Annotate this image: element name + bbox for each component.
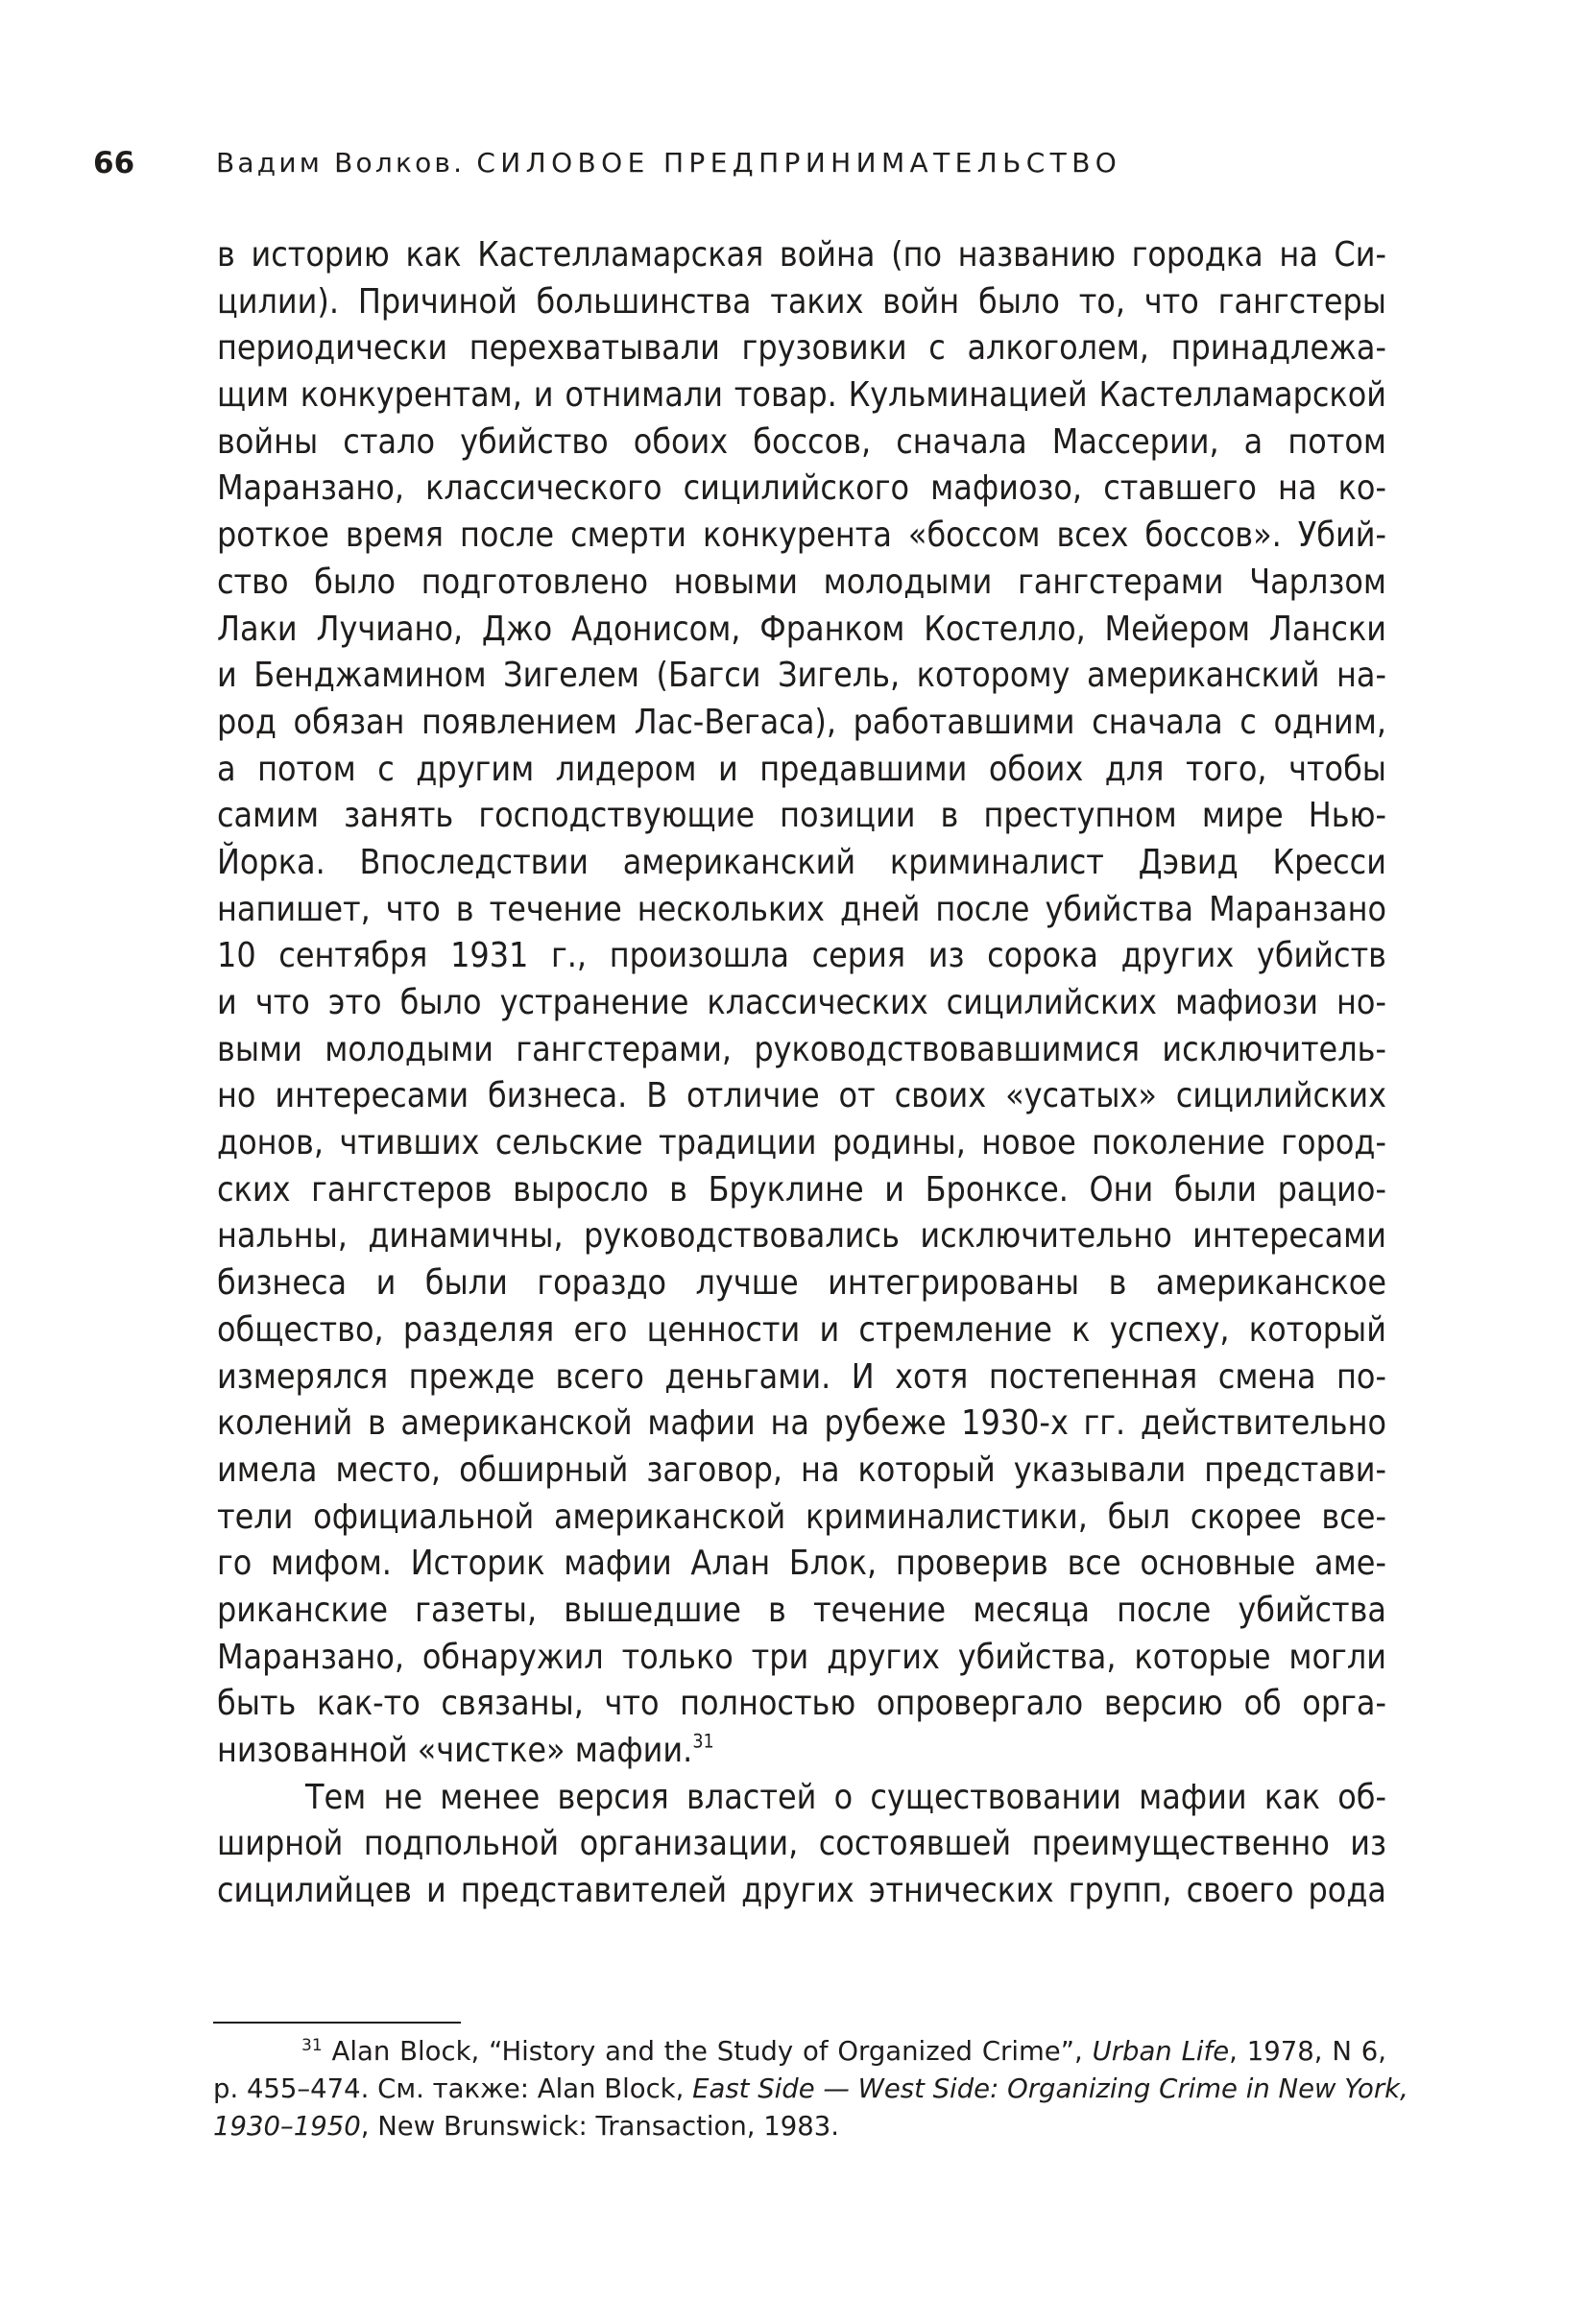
book-title-italic: East Side — West Side: Organizing Crime in New York, xyxy=(692,2073,1408,2104)
paragraph-2 xyxy=(217,1775,1386,1915)
text-line: бизнеса и были гораздо лучше интегрированы в американское xyxy=(217,1263,1386,1304)
text-line: 10 сентября 1931 г., произошла серия из сорока других убийств xyxy=(217,936,1386,976)
text-line: нальны, динамичны, руководствовались исключительно интересами xyxy=(217,1216,1386,1257)
text-line: в историю как Кастелламарская война (по названию городка на Си- xyxy=(217,235,1386,275)
text-line: щим конкурентам, и отнимали товар. Кульминацией Кастелламарской xyxy=(217,375,1386,416)
text-line: но интересами бизнеса. В отличие от своих «усатых» сицилийских xyxy=(217,1076,1386,1116)
running-header xyxy=(0,142,1588,184)
text-line: войны стало убийство обоих боссов, сначала Массерии, а потом xyxy=(217,421,1386,462)
footnote-reference[interactable]: 31 xyxy=(692,1730,714,1753)
text-line: го мифом. Историк мафии Алан Блок, проверив все основные аме- xyxy=(217,1544,1386,1584)
author-name: Вадим Волков. xyxy=(216,147,466,179)
text-line: напишет, что в течение нескольких дней после убийства Маранзано xyxy=(217,889,1386,929)
text-line: общество, разделяя его ценности и стремление к успеху, который xyxy=(217,1309,1386,1350)
text-line: ских гангстеров выросло в Бруклине и Бронксе. Они были рацио- xyxy=(217,1169,1386,1210)
book-title: СИЛОВОЕ ПРЕДПРИНИМАТЕЛЬСТВО xyxy=(476,147,1122,179)
footnote-line: 1930–1950, New Brunswick: Transaction, 1983. xyxy=(213,2111,840,2142)
text-line: ство было подготовлено новыми молодыми гангстерами Чарлзом xyxy=(217,562,1386,602)
journal-title: Urban Life xyxy=(1092,2036,1230,2067)
text-line: а потом с другим лидером и предавшими обоих для того, чтобы xyxy=(217,749,1386,789)
footnote-separator xyxy=(213,2022,461,2024)
text-line: роткое время после смерти конкурента «боссом всех боссов». Убий- xyxy=(217,515,1386,556)
text-line: донов, чтивших сельские традиции родины, новое поколение город- xyxy=(217,1123,1386,1163)
text-line: быть как-то связаны, что полностью опровергало версию об орга- xyxy=(217,1684,1386,1724)
text-line: Лаки Лучиано, Джо Адонисом, Франком Костелло, Мейером Лански xyxy=(217,609,1386,649)
text-line: Маранзано, обнаружил только три других убийства, которые могли xyxy=(217,1637,1386,1677)
text-line: самим занять господствующие позиции в преступном мире Нью- xyxy=(217,796,1386,836)
text-line: ширной подпольной организации, состоявшей преимущественно из xyxy=(217,1824,1386,1864)
book-years-italic: 1930–1950 xyxy=(213,2111,361,2142)
running-head-title xyxy=(216,142,1121,184)
text-line: Маранзано, классического сицилийского мафиозо, ставшего на ко- xyxy=(217,468,1386,509)
text-line: и Бенджамином Зигелем (Багси Зигель, которому американский на- xyxy=(217,656,1386,696)
footnote-number: 31 xyxy=(301,2035,323,2055)
text-line: периодически перехватывали грузовики с алкоголем, принадлежа- xyxy=(217,328,1386,369)
text-line: измерялся прежде всего деньгами. И хотя постепенная смена по- xyxy=(217,1356,1386,1397)
text-line: цилии). Причиной большинства таких войн было то, что гангстеры xyxy=(217,281,1386,322)
text-line: и что это было устранение классических сицилийских мафиози но- xyxy=(217,983,1386,1022)
text-line: риканские газеты, вышедшие в течение месяца после убийства xyxy=(217,1590,1386,1630)
text-line: колений в американской мафии на рубеже 1930-х гг. действительно xyxy=(217,1403,1386,1444)
footnotes xyxy=(213,2033,1408,2145)
footnote-line: p. 455–474. См. также: Alan Block, East Side — West Side: Organizing Crime in New York, xyxy=(213,2073,1408,2104)
text-line: род обязан появлением Лас-Вегаса), работавшими сначала с одним, xyxy=(217,702,1386,742)
text-line: Тем не менее версия властей о существовании мафии как об- xyxy=(305,1777,1386,1817)
text-line: Йорка. Впоследствии американский криминалист Дэвид Кресси xyxy=(217,842,1386,882)
text-line: низованной «чистке» мафии.$^{31}$ xyxy=(217,1730,714,1770)
body-text xyxy=(217,232,1386,1915)
footnote-line: $^{31}$ Alan Block, “History and the Study of Organized Crime”, Urban Life, 1978, N 6, xyxy=(301,2035,1386,2067)
paragraph-1 xyxy=(217,232,1386,1775)
text-line: выми молодыми гангстерами, руководствовавшимися исключитель- xyxy=(217,1029,1386,1069)
page-number: 66 xyxy=(93,146,135,180)
text-line: имела место, обширный заговор, на который указывали представи- xyxy=(217,1450,1386,1490)
text-line: тели официальной американской криминалистики, был скорее все- xyxy=(217,1497,1386,1537)
text-line: сицилийцев и представителей других этнических групп, своего рода xyxy=(217,1871,1386,1911)
